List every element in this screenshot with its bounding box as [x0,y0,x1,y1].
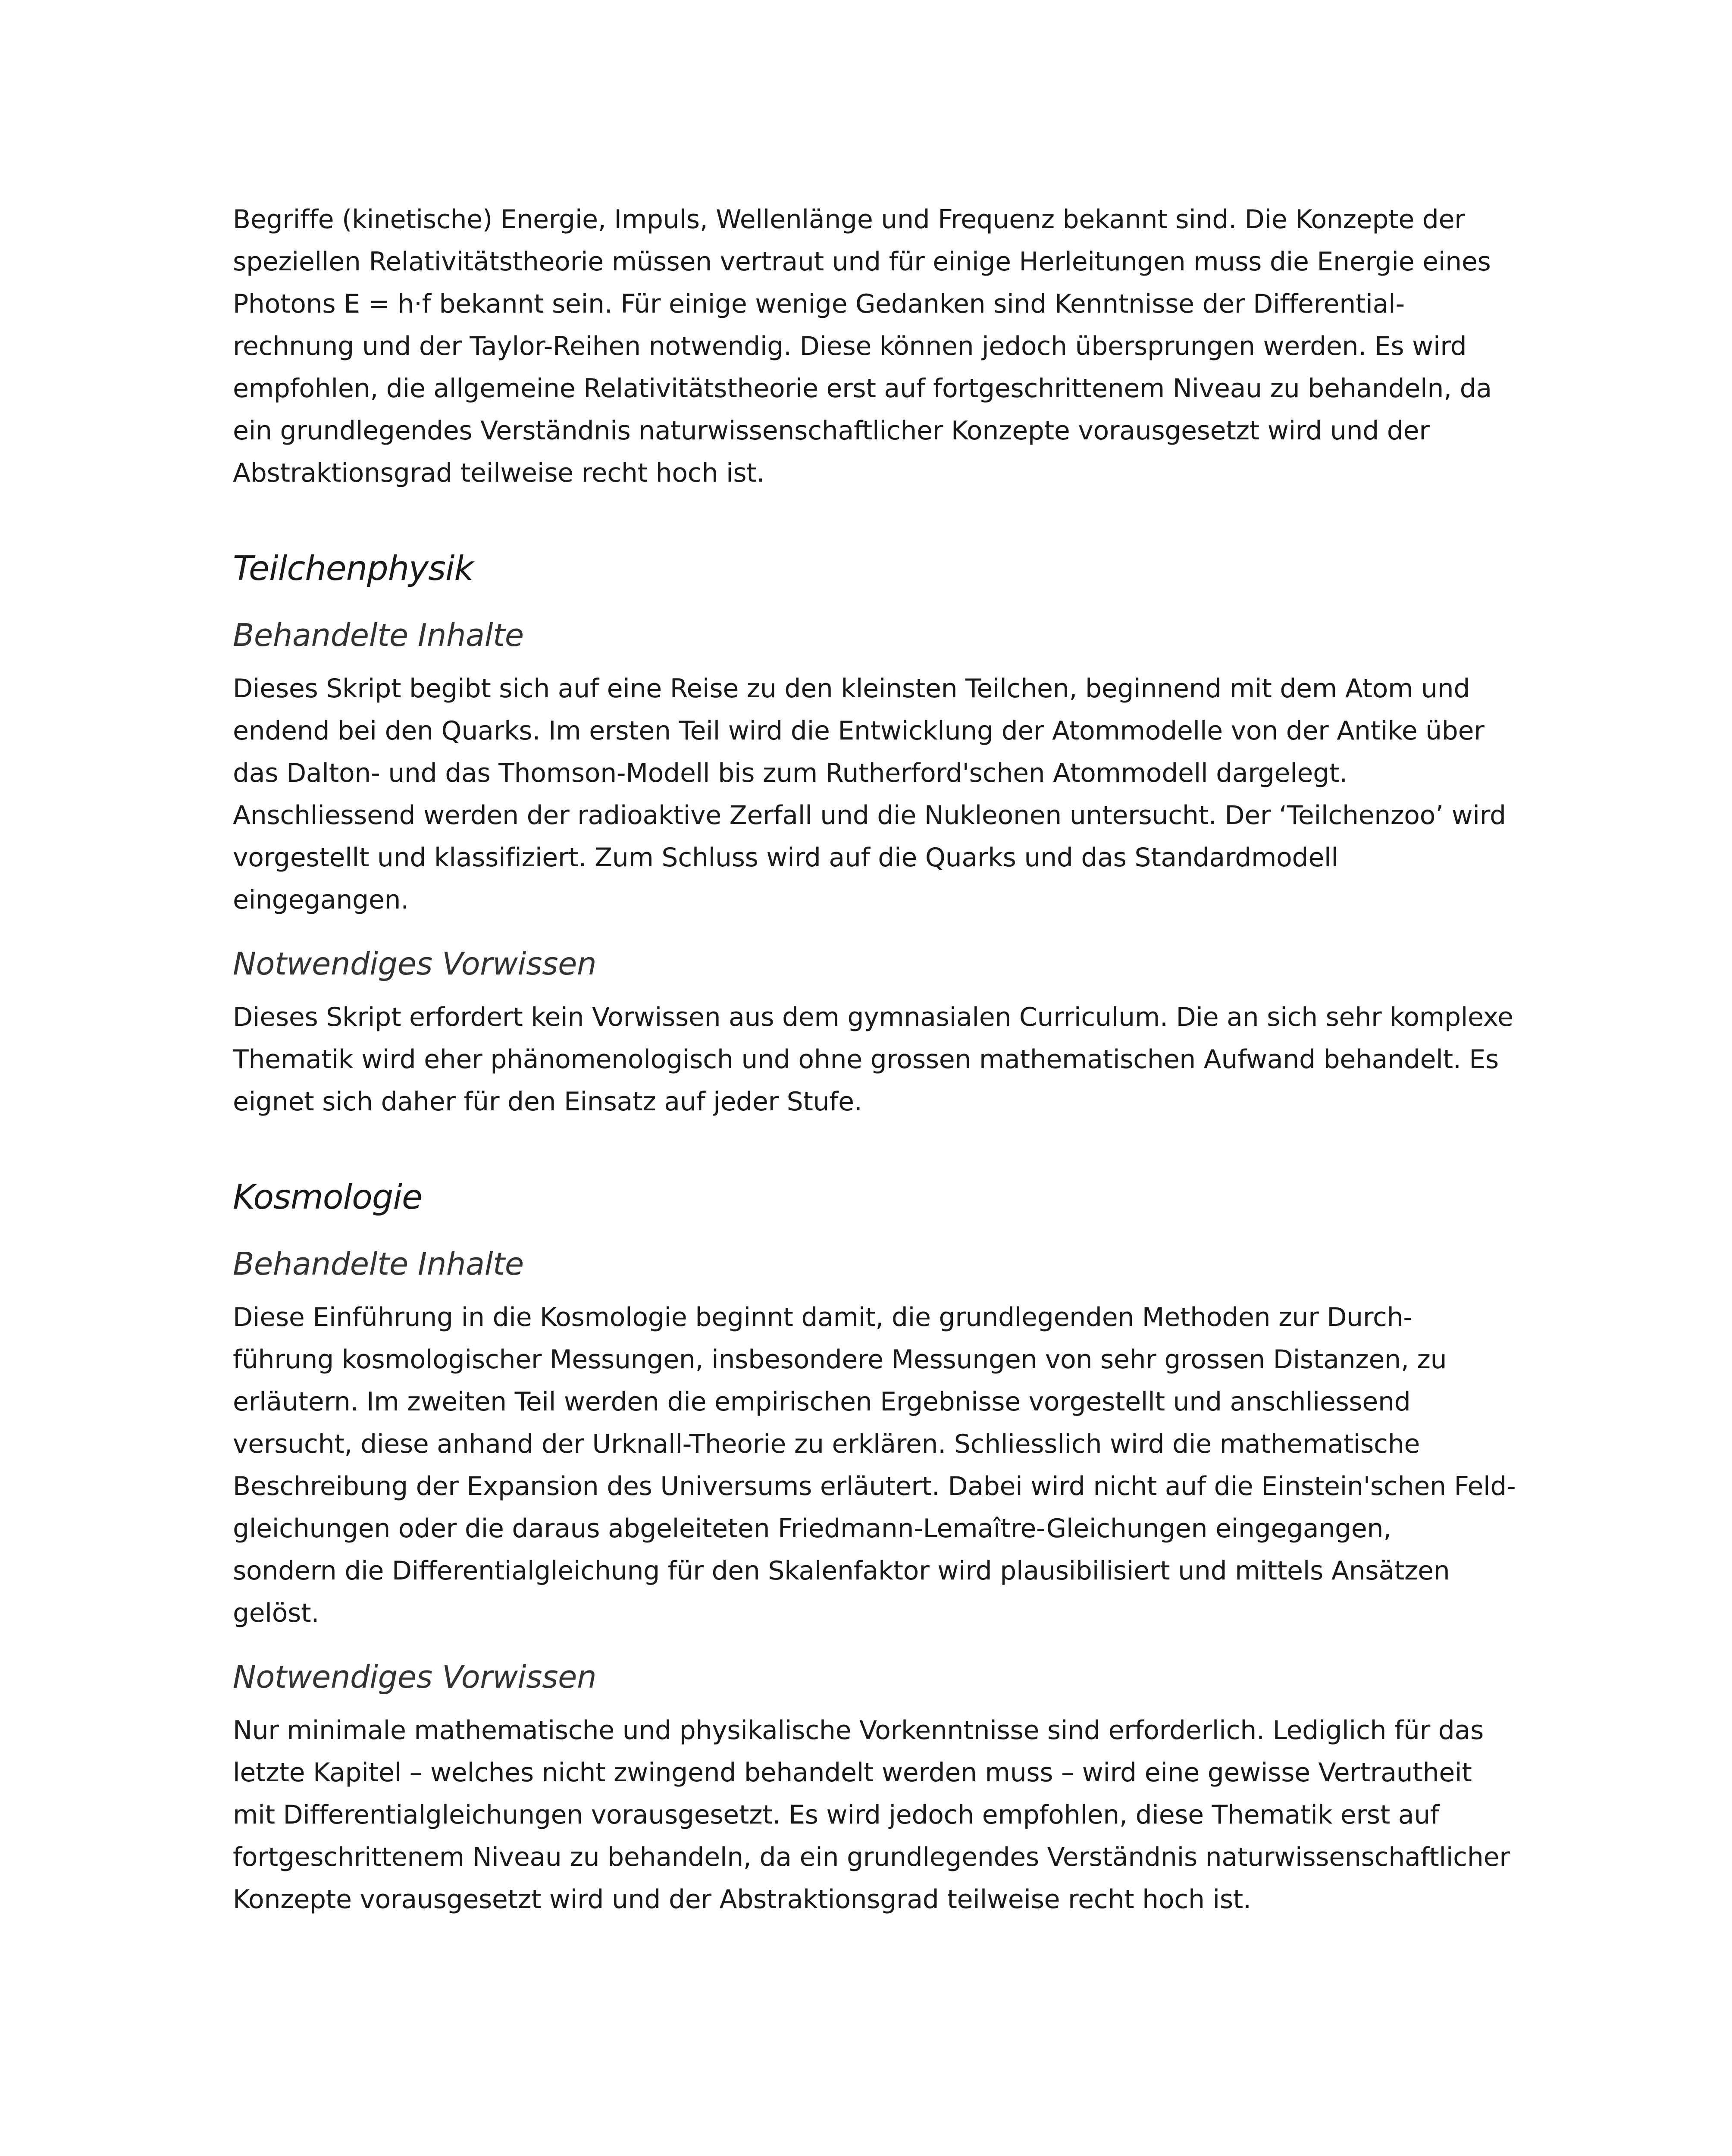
paragraph-teilchenphysik-vorwissen: Dieses Skript erfordert kein Vorwissen aus dem gymnasialen Curriculum. Die an sich sehr komplexe Thematik wird eher phänomenologisch und ohne grossen mathematischen Aufwand behandelt. Es eignet sich daher für den Einsatz auf jeder Stufe. [233,1002,1513,1117]
subsection-title-behandelte-inhalte: Behandelte Inhalte [233,1246,524,1282]
page-content [233,198,1559,1921]
section-title-kosmologie: Kosmologie [233,1178,422,1217]
subsection-title-notwendiges-vorwissen: Notwendiges Vorwissen [233,946,597,982]
paragraph-teilchenphysik-inhalte: Dieses Skript begibt sich auf eine Reise zu den kleinsten Teilchen, beginnend mit dem Atom und endend bei den Quarks. Im ersten Teil wird die Entwicklung der Atommodelle von der Antike über das Dalton- und das Thomson-Modell bis zum Rutherford'schen Atommodell dargelegt. Anschliessend werden der radioaktive Zerfall und die Nukleonen untersucht. Der ‘Teilchenzoo’ wird vorgestellt und klassifiziert. Zum Schluss wird auf die Quarks und das Standardmodell eingegangen. [233,674,1506,915]
paragraph-kosmologie-vorwissen: Nur minimale mathematische und physikalische Vorkenntnisse sind erforderlich. Lediglich für das letzte Kapitel – welches nicht zwingend behandelt werden muss – wird eine gewisse Vertrautheit mit Differentialgleichungen vorausgesetzt. Es wird jedoch empfohlen, diese Thematik erst auf fortgeschrittenem Niveau zu behandeln, da ein grundlegendes Verständnis naturwissenschaftlicher Konzepte vorausgesetzt wird und der Abstraktionsgrad teilweise recht hoch ist. [233,1715,1510,1915]
paragraph-kosmologie-inhalte: Diese Einführung in die Kosmologie beginnt damit, die grundlegenden Methoden zur Durch- führung kosmologischer Messungen, insbesondere Messungen von sehr grossen Distanzen, zu erläutern. Im zweiten Teil werden die empirischen Ergebnisse vorgestellt und anschliessend versucht, diese anhand der Urknall-Theorie zu erklären. Schliesslich wird die mathematische Beschreibung der Expansion des Universums erläutert. Dabei wird nicht auf die Einstein'schen Feld- gleichungen oder die daraus abgeleiteten Friedmann-Lemaître-Gleichungen eingegangen, sondern die Differentialgleichung für den Skalenfaktor wird plausibilisiert und mittels Ansätzen gelöst. [233,1302,1516,1628]
subsection-title-behandelte-inhalte: Behandelte Inhalte [233,617,524,653]
section-title-teilchenphysik: Teilchenphysik [233,549,473,588]
subsection-title-notwendiges-vorwissen: Notwendiges Vorwissen [233,1659,597,1695]
intro-paragraph: Begriffe (kinetische) Energie, Impuls, Wellenlänge und Frequenz bekannt sind. Die Konzepte der speziellen Relativitätstheorie müssen vertraut und für einige Herleitungen muss die Energie eines Photons E = h·f bekannt sein. Für einige wenige Gedanken sind Kenntnisse der Differential- rechnung und der Taylor-Reihen notwendig. Diese können jedoch übersprungen werden. Es wird empfohlen, die allgemeine Relativitätstheorie erst auf fortgeschrittenem Niveau zu behandeln, da ein grundlegendes Verständnis naturwissenschaftlicher Konzepte vorausgesetzt wird und der Abstraktionsgrad teilweise recht hoch ist. [233,204,1492,488]
